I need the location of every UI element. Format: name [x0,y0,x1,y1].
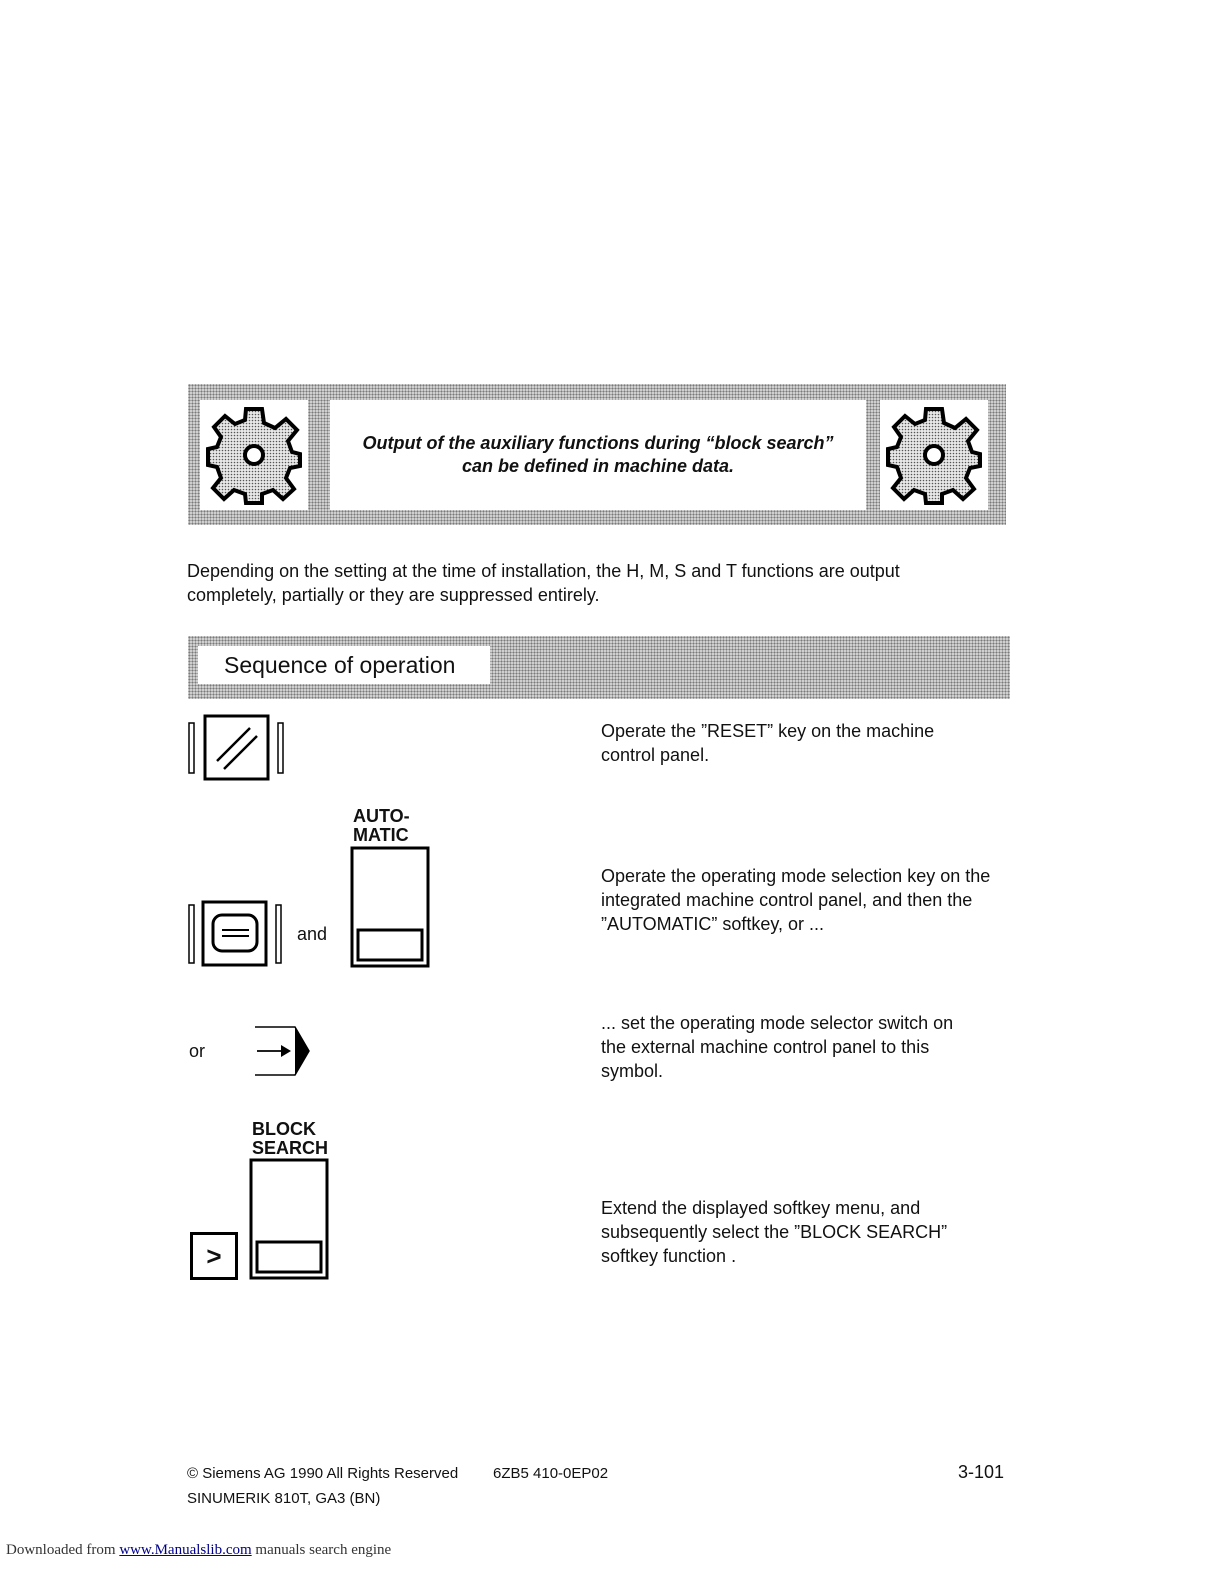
automatic-softkey-label [353,807,410,845]
reset-key-icon [187,714,287,787]
step-3-line-3: symbol. [601,1061,664,1081]
note-line-2: can be defined in machine data. [461,456,735,476]
step-1-text [601,719,1031,767]
page-number: 3-101 [958,1462,1005,1482]
section-title: Sequence of operation [198,646,490,684]
step-4-text [601,1196,1031,1268]
step-1-line-1: Operate the ”RESET” key on the machine [601,721,935,741]
download-note [6,1542,391,1559]
mode-selection-key-icon [187,900,287,975]
step-2-line-2: integrated machine control panel, and then the [601,890,973,910]
step-4-line-1: Extend the displayed softkey menu, and [601,1198,921,1218]
download-suffix: manuals search engine [255,1542,392,1558]
block-search-softkey-icon [249,1158,331,1287]
extend-key-glyph: > [206,1240,222,1271]
and-connector: and [297,924,328,944]
block-search-label-line-2: SEARCH [252,1138,329,1158]
step-2-text [601,864,1031,936]
download-prefix: Downloaded from [6,1542,116,1558]
step-4-line-2: subsequently select the ”BLOCK SEARCH” [601,1222,948,1242]
machine-data-note-box [188,384,1006,525]
extend-menu-key-icon [190,1232,238,1280]
step-2-line-1: Operate the operating mode selection key on the [601,866,991,886]
note-line-1: Output of the auxiliary functions during “block search” [362,433,834,453]
gear-icon [884,405,984,505]
footer-product: SINUMERIK 810T, GA3 (BN) [187,1490,381,1507]
note-text [330,400,866,510]
automatic-mode-symbol-icon [253,1025,313,1082]
automatic-label-line-2: MATIC [353,825,409,845]
manualslib-link[interactable]: www.Manualslib.com [119,1542,252,1558]
footer-copyright: © Siemens AG 1990 All Rights Reserved [187,1465,459,1482]
block-search-softkey-label [252,1120,328,1158]
step-4-line-3: softkey function . [601,1246,737,1266]
step-2-line-3: ”AUTOMATIC” softkey, or ... [601,914,825,934]
intro-line-1: Depending on the setting at the time of installation, the H, M, S and T functions are output [187,561,900,581]
automatic-label-line-1: AUTO- [353,806,410,826]
or-connector: or [189,1041,206,1061]
intro-paragraph [187,559,1007,607]
note-gear-left [200,400,308,510]
step-3-line-1: ... set the operating mode selector switch on [601,1013,954,1033]
step-3-line-2: the external machine control panel to this [601,1037,930,1057]
footer-order-number: 6ZB5 410-0EP02 [493,1465,609,1482]
automatic-softkey-icon [350,846,432,975]
note-gear-right [880,400,988,510]
intro-line-2: completely, partially or they are suppressed entirely. [187,585,600,605]
section-header-bar [188,636,1010,699]
step-1-line-2: control panel. [601,745,710,765]
step-3-text [601,1011,1031,1083]
block-search-label-line-1: BLOCK [252,1119,316,1139]
gear-icon [204,405,304,505]
